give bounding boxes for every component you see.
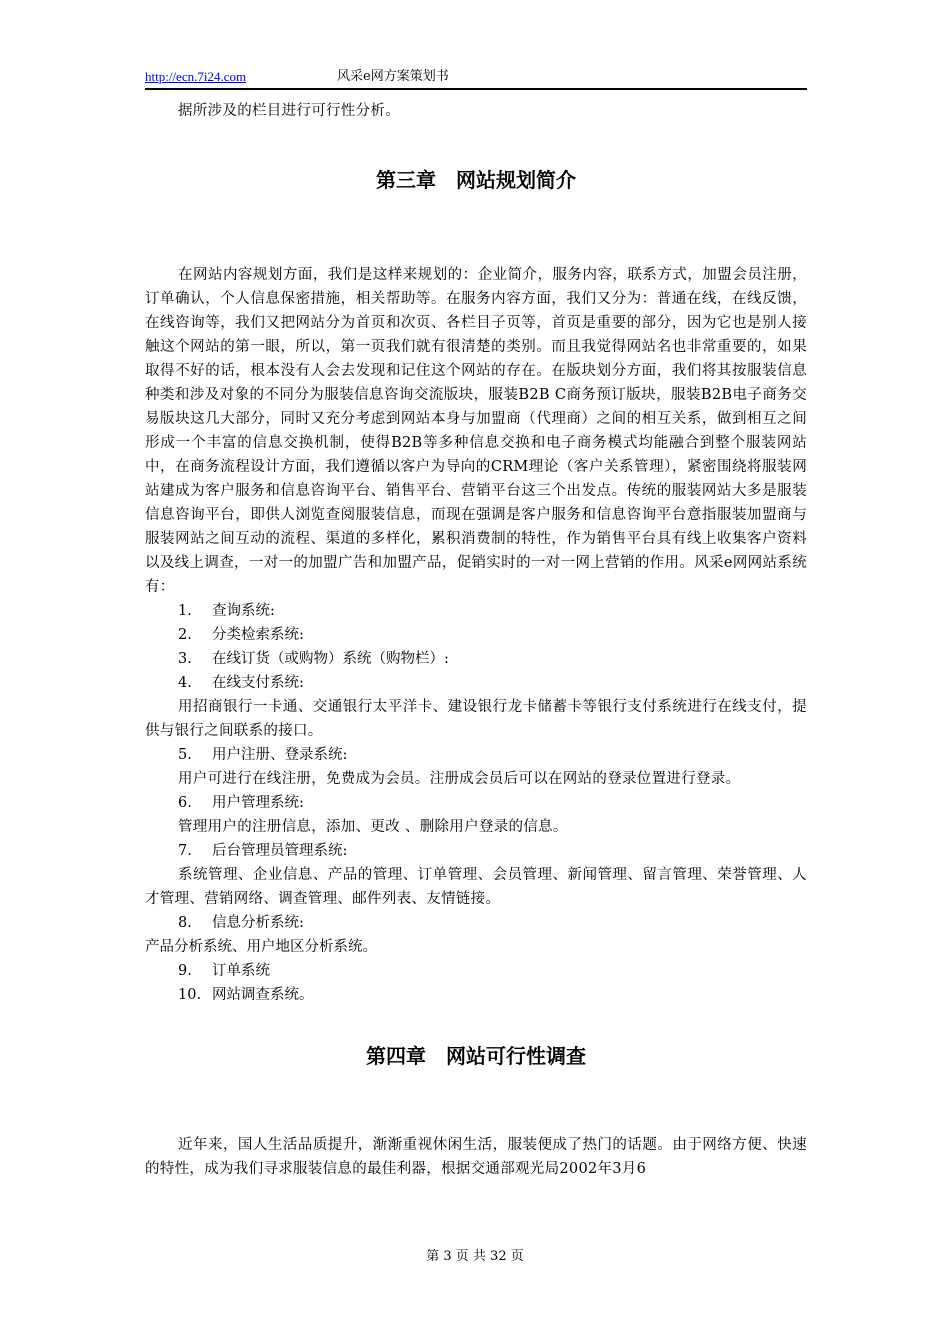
list-item: 9. 订单系统 [178,963,270,979]
page-header [145,66,807,90]
header-title: 风采e网方案策划书 [337,69,449,84]
list-item: 10. 网站调查系统。 [178,987,314,1003]
page-content [145,99,807,1181]
list-item: 5. 用户注册、登录系统: [178,747,348,763]
list-item-description: 用招商银行一卡通、交通银行太平洋卡、建设银行龙卡储蓄卡等银行支付系统进行在线支付，提供与银行之间联系的接口。 [145,699,807,739]
intro-line: 据所涉及的栏目进行可行性分析。 [178,103,400,119]
chapter-4-title: 第四章 网站可行性调查 [366,1044,586,1068]
header-url-link[interactable]: http://ecn.7i24.com [145,69,247,84]
list-item-description: 用户可进行在线注册，免费成为会员。注册成会员后可以在网站的登录位置进行登录。 [178,771,741,787]
list-item-description: 系统管理、企业信息、产品的管理、订单管理、会员管理、新闻管理、留言管理、荣誉管理、人才管理、营销网络、调查管理、邮件列表、友情链接。 [145,867,807,907]
list-item: 3. 在线订货（或购物）系统（购物栏）: [178,651,449,667]
system-list [145,599,807,1007]
list-item: 2. 分类检索系统: [178,627,304,643]
page-footer: 第 3 页 共 32 页 [426,1249,524,1264]
list-item-description: 管理用户的注册信息，添加、更改 、删除用户登录的信息。 [178,819,568,835]
chapter-3-title: 第三章 网站规划简介 [376,168,576,192]
chapter-3-paragraph: 在网站内容规划方面，我们是这样来规划的：企业简介，服务内容，联系方式，加盟会员注册，订单确认，个人信息保密措施，相关帮助等。在服务内容方面，我们又分为：普通在线，在线反馈，在线咨询等，我们又把网站分为首页和次页、各栏目子页等，首页是重要的部分，因为它也是别人接触这个网站的第一眼，所以，第一页我们就有很清楚的类别。而且我觉得网站名也非常重要的，如果取得不好的话，根本没有人会去发现和记住这个网站的存在。在版块划分方面，我们将其按服装信息种类和涉及对象的不同分为服装信息咨询交流版块，服装B2B C商务预订版块，服装B2B电子商务交易版块这几大部分，同时又充分考虑到网站本身与加盟商（代理商）之间的相互关系，做到相互之间形成一个丰富的信息交换机制，使得B2B等多种信息交换和电子商务模式均能融合到整个服装网站中，在商务流程设计方面，我们遵循以客户为导向的CRM理论（客户关系管理），紧密围绕将服装网站建成为客户服务和信息咨询平台、销售平台、营销平台这三个出发点。传统的服装网站大多是服装信息咨询平台，即供人浏览查阅服装信息，而现在强调是客户服务和信息咨询平台意指服装加盟商与服装网站之间互动的流程、渠道的多样化，累积消费制的特性，作为销售平台具有线上收集客户资料以及线上调查，一对一的加盟广告和加盟产品，促销实时的一对一网上营销的作用。风采e网网站系统有： [145,267,807,595]
list-item: 4. 在线支付系统: [178,675,304,691]
list-item: 7. 后台管理员管理系统: [178,843,348,859]
chapter-4-paragraph: 近年来，国人生活品质提升，渐渐重视休闲生活，服装便成了热门的话题。由于网络方便、快速的特性，成为我们寻求服装信息的最佳利器，根据交通部观光局2002年3月6 [145,1137,807,1177]
list-item: 8. 信息分析系统: [178,915,304,931]
list-item: 6. 用户管理系统: [178,795,304,811]
list-item: 1. 查询系统: [178,603,275,619]
list-item-description: 产品分析系统、用户地区分析系统。 [145,939,377,955]
